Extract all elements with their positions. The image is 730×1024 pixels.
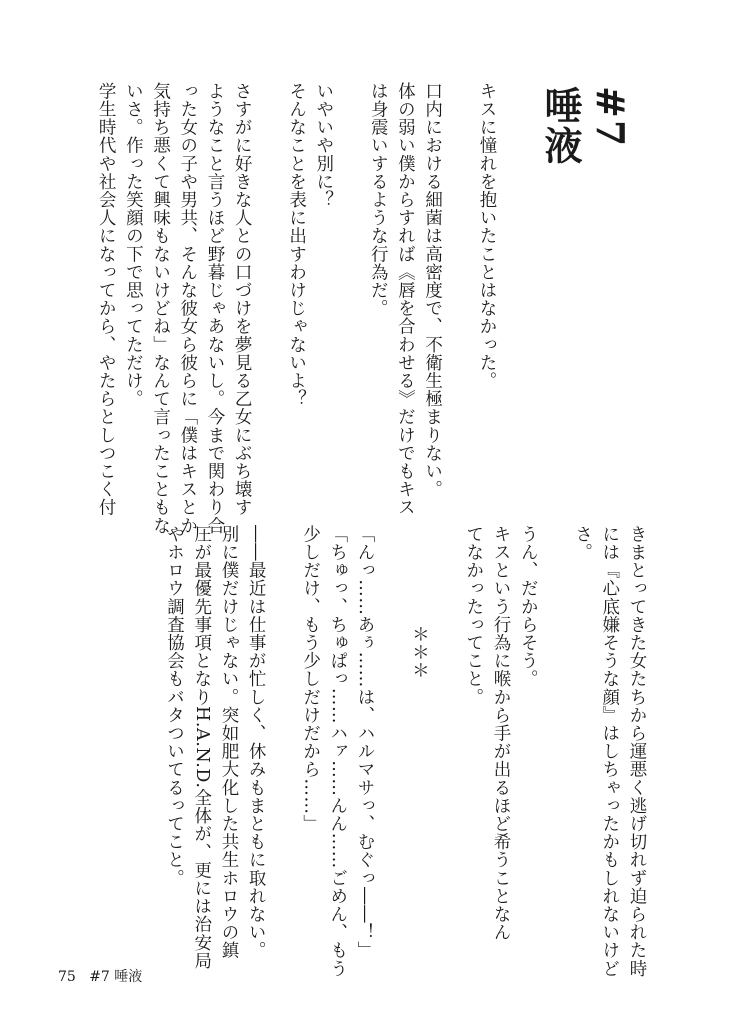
running-title: #7 唾液 <box>89 969 143 985</box>
text-line: には『心底嫌そうな顔』はしちゃったかもしれないけど <box>599 525 620 978</box>
text-line: 口内における細菌は高密度で、不衛生極まりない。 <box>422 82 443 499</box>
text-line: 少しだけ、もう少しだけだから……」 <box>300 525 321 833</box>
text-line: さ。 <box>572 525 593 562</box>
text-line: てなかったってこと。 <box>463 525 484 706</box>
text-line: いさ。作った笑顔の下で思ってただけ。 <box>123 82 144 408</box>
text-line: 圧が最優先事項となりH.A.N.D.全体が、更には治安局 <box>191 525 212 970</box>
chapter-number: #7 <box>588 86 633 149</box>
page-number: 75 <box>58 969 76 985</box>
text-line: キスという行為に喉から手が出るほど希うことなん <box>490 525 511 942</box>
text-line <box>255 82 282 502</box>
text-line <box>541 525 568 955</box>
text-line: いやいや別に？ <box>313 82 334 209</box>
text-line <box>432 525 459 955</box>
text-line: った女の子や男共、そんな彼女ら彼らに「僕はキスとか <box>177 82 198 535</box>
text-line: 別に僕だけじゃない。突如肥大化した共生ホロウの鎮 <box>218 525 239 960</box>
text-line: は身震いするような行為だ。 <box>368 82 389 318</box>
chapter-heading <box>535 86 635 166</box>
text-line: きまとってきた女たちから運悪く逃げ切れず迫られた時 <box>627 525 647 978</box>
text-line: 学生時代や社会人になってから、やたらとしつこく付 <box>96 82 117 517</box>
lower-text-block <box>160 525 650 978</box>
text-line: 「んっ……あぅ……は、ハルマサっ、むぐっ――！」 <box>354 525 375 960</box>
text-line: ――最近は仕事が忙しく、休みもまともに取れない。 <box>246 525 267 960</box>
text-line: 「ちゅっ、ちゅぱっ……ハァ……んん……ごめん、もう <box>327 525 348 978</box>
text-line: 体の弱い僕からすれば《唇を合わせる》だけでもキス <box>395 82 416 517</box>
text-line: やホロウ調査協会もバタついてるってこと。 <box>164 525 185 887</box>
text-line: そんなことを表に出すわけじゃないよ？ <box>286 82 307 408</box>
upper-text-block <box>92 82 500 535</box>
text-line: うん、だからそう。 <box>518 525 539 688</box>
text-line: さすがに好きな人との口づけを夢見る乙女にぶち壊す <box>232 82 253 517</box>
text-line: キスに憧れを抱いたことはなかった。 <box>477 82 497 390</box>
text-line <box>446 82 473 502</box>
text-line: 気持ち悪くて興味もないけどね」なんて言ったこともな <box>150 82 171 535</box>
page-footer <box>58 966 142 986</box>
text-line <box>269 525 296 955</box>
chapter-title: 唾液 <box>538 86 583 166</box>
text-line <box>337 82 364 502</box>
text-line <box>378 525 405 955</box>
text-line: ようなこと言うほど野暮じゃあないし。今まで関わり合 <box>204 82 225 535</box>
scene-break: ＊＊＊ <box>409 625 430 680</box>
